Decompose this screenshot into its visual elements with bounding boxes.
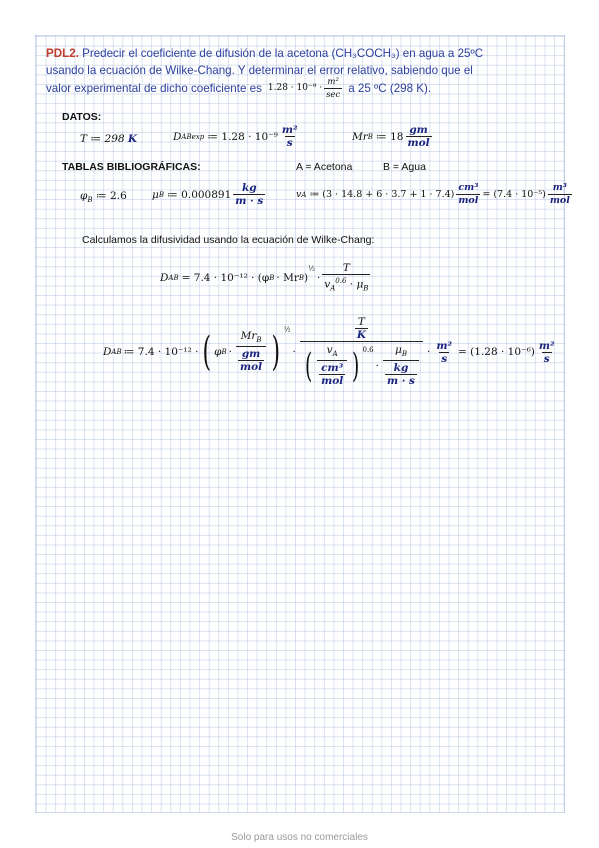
problem-line-3	[46, 76, 431, 101]
tablas-vA-result-unit	[548, 182, 572, 207]
footer-note: Solo para usos no comerciales	[231, 832, 368, 843]
tablas-phi-sub: B	[87, 196, 93, 205]
tablas-header: TABLAS BIBLIOGRÁFICAS:	[62, 161, 201, 173]
problem-text-3: valor experimental de dicho coeficiente es	[46, 82, 262, 95]
eq2-vA: v	[326, 343, 333, 356]
problem-code: PDL2.	[46, 47, 79, 60]
datos-Mr-value: ≔ 18	[375, 130, 404, 143]
eq2-vA-frac: $\frac{v_A}{\frac{\text{cm³}}{\text{mol}}}$	[317, 344, 347, 388]
problem-text-3-end: a 25 ºC (298 K).	[348, 82, 432, 95]
problem-line-1	[46, 45, 483, 62]
eq1-frac	[322, 262, 370, 295]
datos-Mr-sub: B	[367, 132, 373, 141]
datos-D-value: ≔ 1.28 · 10⁻⁹	[207, 130, 278, 143]
eq2-mu-den	[383, 360, 419, 388]
tablas-A-def: A = Acetona	[296, 161, 353, 173]
equation-1: D AB = 7.4 · 10⁻¹² · (φ B · Mr B ) $^{\frac{1}{2}}$ · $\frac{T}{v_A^{0.6} \cdot \mu_B}$	[160, 262, 369, 293]
eq2-m2: m²	[436, 339, 453, 352]
eq2-coef: ≔ 7.4 · 10⁻¹² ·	[123, 346, 199, 358]
eq2-lhs: D	[103, 346, 112, 358]
exp-unit-num: m²	[327, 77, 339, 87]
eq2-mr-den	[236, 346, 266, 374]
eq2-m2-s	[434, 340, 454, 365]
eq2-K: K	[356, 328, 366, 341]
tablas-vA	[296, 182, 574, 207]
eq1-lhs-sub: AB	[168, 274, 179, 283]
eq2-gm-mol	[238, 348, 264, 373]
eq2-exp2: 0.6	[362, 346, 374, 354]
exp-unit	[324, 76, 342, 101]
eq2-gm: gm	[241, 348, 261, 361]
eq2-kg: kg	[393, 362, 409, 375]
calc-intro: Calculamos la difusividad usando la ecuación de Wilke-Chang:	[82, 234, 375, 246]
tablas-mu-sym: μ	[152, 188, 159, 201]
tablas-mu-unit-den: m · s	[235, 195, 264, 207]
eq1-exp: ½	[308, 265, 315, 274]
eq2-exp: ½	[283, 326, 291, 334]
eq2-mol2: mol	[321, 375, 344, 388]
eq1-den-tail: · μ	[349, 278, 364, 291]
eq2-T: T	[357, 315, 365, 328]
eq1-mid2: · Mr	[276, 272, 299, 285]
eq2-T-K	[355, 316, 368, 341]
datos-T-expr: T ≔ 298	[80, 133, 125, 145]
datos-Mr-unit-num: gm	[409, 124, 428, 136]
eq2-paren-close: )	[271, 329, 281, 375]
datos-Mr-unit	[406, 124, 432, 149]
tablas-mu-value: ≔ 0.000891	[166, 188, 232, 201]
problem-text-1: Predecir el coeficiente de difusión de la acetona (CH₃COCH₃) en agua a 25ºC	[82, 47, 484, 60]
datos-D-sym: D	[173, 130, 182, 143]
datos-header: DATOS:	[62, 111, 102, 123]
tablas-vA-sub: A	[301, 190, 307, 199]
exp-unit-den: sec	[326, 90, 341, 100]
eq1-frac-den: $v_A^{0.6} \cdot \mu_B$	[322, 274, 370, 295]
eq2-lhs-sub: AB	[111, 348, 122, 356]
tablas-vA-unit	[456, 182, 480, 207]
eq2-cm3-mol	[319, 362, 345, 387]
tablas-vA-result: = (7.4 · 10⁻⁵)	[482, 189, 546, 200]
eq2-mol: mol	[240, 361, 263, 374]
eq2-rm2: m²	[538, 339, 555, 352]
tablas-vA-sym: v	[296, 189, 302, 200]
datos-D	[173, 124, 302, 149]
problem-line-2: usando la ecuación de Wilke-Chang. Y determinar el error relativo, sabiendo que el	[46, 64, 473, 77]
tablas-vA-value: ≔ (3 · 14.8 + 6 · 3.7 + 1 · 7.4)	[309, 189, 455, 200]
eq2-mr-frac: $\frac{Mr_B}{\frac{gm}{\text{mol}}}$	[236, 330, 266, 374]
eq2-main-num	[351, 316, 372, 341]
eq2-kg-ms	[385, 362, 417, 387]
eq2-mu: μ	[394, 343, 402, 356]
datos-T	[80, 133, 137, 145]
datos-D-unit	[280, 124, 300, 149]
eq2-mu-frac: $\frac{\mu_B}{\frac{kg}{m \cdot s}}$	[383, 344, 419, 388]
eq1-den-exp: 0.6	[335, 277, 347, 285]
datos-T-unit: K	[127, 133, 138, 145]
eq2-vA-den	[317, 360, 347, 388]
datos-D-unit-num: m²	[281, 124, 298, 136]
eq2-phi: φ	[214, 346, 222, 358]
tablas-mu	[152, 182, 267, 207]
eq1-mid: = 7.4 · 10⁻¹² · (φ	[181, 272, 270, 285]
datos-Mr-unit-den: mol	[407, 137, 430, 149]
tablas-mu-unit	[233, 182, 265, 207]
eq2-main-frac	[300, 316, 423, 388]
equation-2: D AB ≔ 7.4 · 10⁻¹² · ( φ B · $\frac{Mr_B}{\frac{gm}{\text{mol}}}$ ) $^{\frac{1}{2}}$ · $\frac{T}{K}$ ( $\frac{v_A}{\frac{\text{cm³}}{\text{mol}}}$ ) $^{0.6}$ · $\frac{\mu_B}{\frac{kg}{m \cdot s}}$ · $\frac{\text{m²}}{s}$ = (1.28 · 10⁻⁶) $\frac{\text{m²}}{s}$	[103, 315, 555, 388]
datos-Mr	[352, 124, 434, 149]
datos-Mr-sym: Mr	[352, 130, 368, 143]
tablas-mu-sub: B	[158, 190, 164, 199]
eq2-rs: s	[543, 352, 550, 365]
datos-D-sub: ABexp	[181, 132, 205, 141]
eq1-frac-num: T	[342, 262, 350, 274]
eq2-cm3: cm³	[321, 362, 344, 375]
eq2-s: s	[441, 352, 448, 365]
grid-paper	[35, 35, 565, 813]
eq2-result-unit	[537, 340, 557, 365]
eq2-paren-open: (	[202, 329, 211, 375]
tablas-vA-result-unit-den: mol	[549, 195, 570, 206]
tablas-phi-sym: φ	[80, 190, 88, 202]
eq2-result: = (1.28 · 10⁻⁶)	[458, 346, 535, 358]
eq1-lhs: D	[160, 272, 169, 285]
eq2-mr: Mr	[240, 329, 257, 342]
eq2-main-den: ( $\frac{v_A}{\frac{\text{cm³}}{\text{mol}}}$ ) $^{0.6}$ · $\frac{\mu_B}{\frac{kg}{m \cdot s}}$	[300, 341, 423, 388]
eq2-ms: m · s	[386, 375, 415, 388]
tablas-B-def: B = Agua	[383, 161, 426, 173]
eq1-den-v: v	[324, 278, 331, 291]
tablas-phi	[80, 190, 127, 204]
tablas-mu-unit-num: kg	[241, 182, 257, 194]
tablas-vA-unit-num: cm³	[458, 182, 479, 193]
tablas-phi-value: ≔ 2.6	[95, 190, 127, 202]
datos-D-unit-den: s	[286, 137, 293, 149]
tablas-vA-unit-den: mol	[458, 195, 479, 206]
tablas-vA-result-unit-num: m³	[552, 182, 567, 193]
eq1-mid3: )	[304, 272, 309, 285]
exp-value: 1.28 · 10⁻⁹ ·	[267, 83, 323, 93]
